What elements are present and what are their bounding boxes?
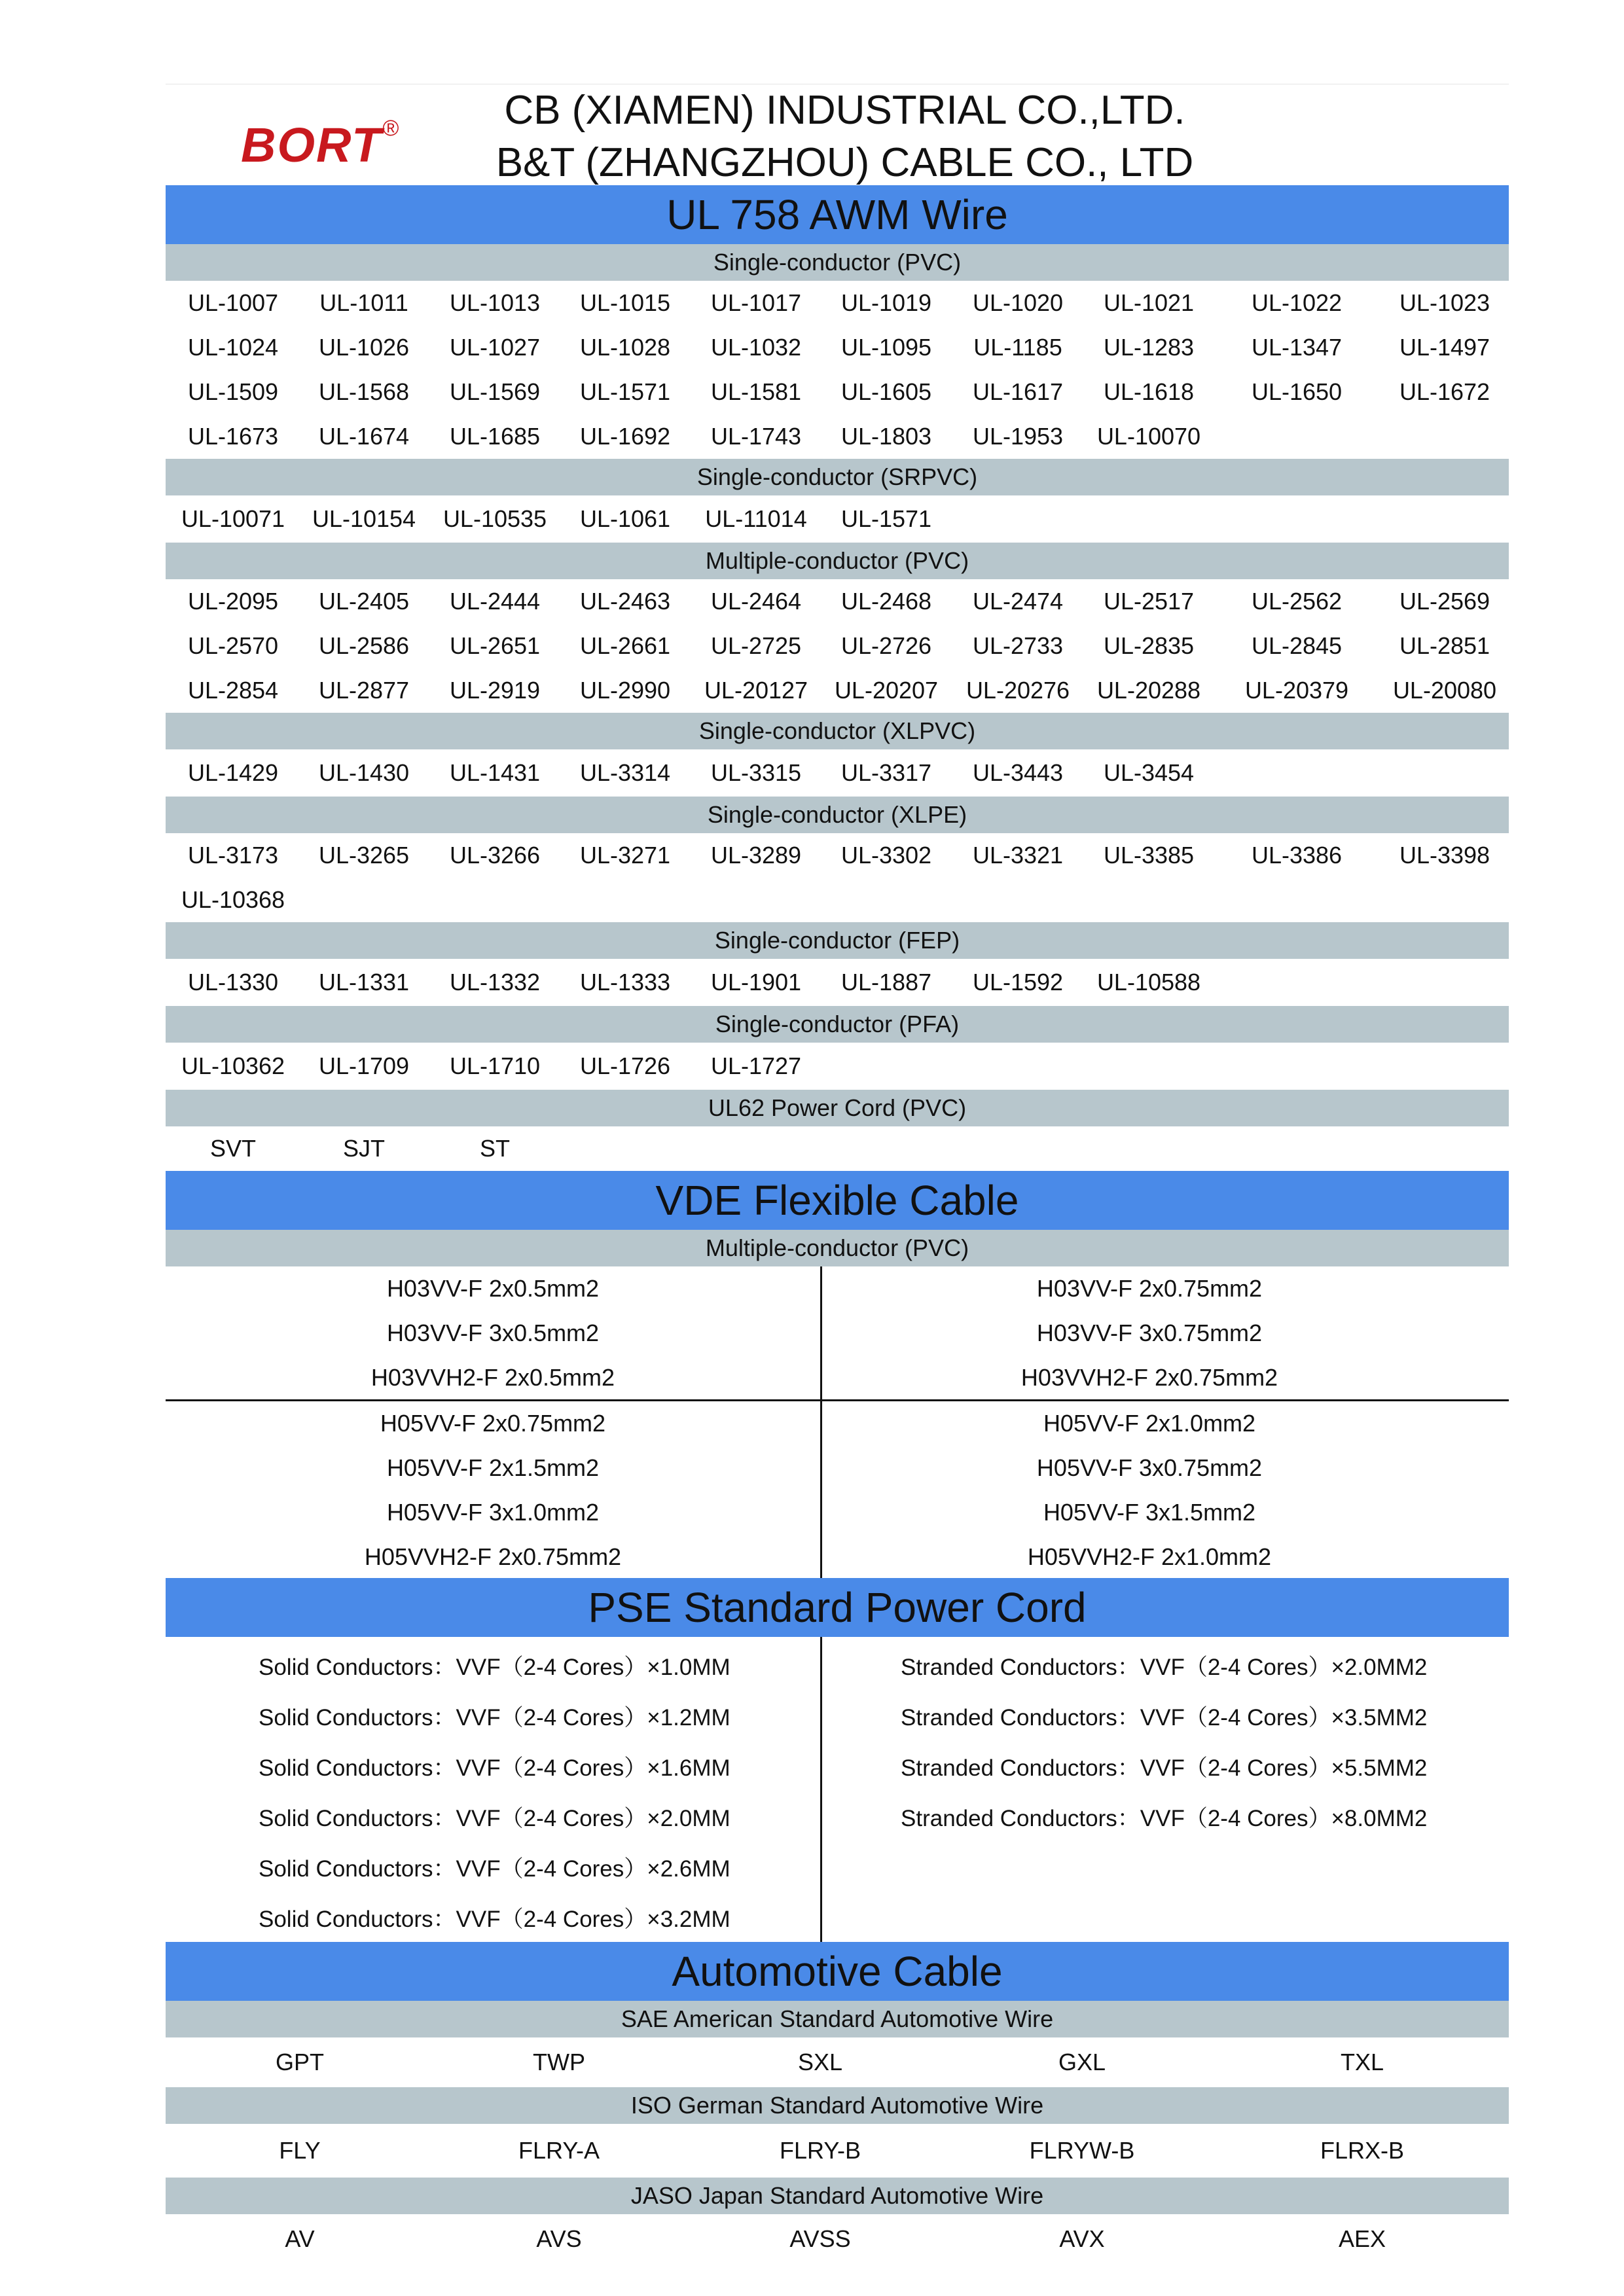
- wire-code: UL-1017: [710, 289, 802, 316]
- automotive-wire-type: FLRYW-B: [1029, 2137, 1135, 2164]
- cable-spec: H03VVH2-F 2x0.75mm2: [1020, 1364, 1278, 1391]
- automotive-wire-type: AEX: [1338, 2225, 1386, 2252]
- wire-code: UL-2569: [1399, 588, 1490, 615]
- company-name-line2: B&T (ZHANGZHOU) CABLE CO., LTD: [496, 140, 1194, 185]
- subheading-single-pvc: Single-conductor (PVC): [166, 244, 1509, 281]
- wire-code: UL-1685: [449, 423, 541, 450]
- wire-code: UL-2468: [840, 588, 932, 615]
- cable-spec: H05VV-F 3x0.75mm2: [1036, 1454, 1263, 1481]
- section-title-automotive: Automotive Cable: [166, 1942, 1509, 2001]
- wire-code: UL-1007: [187, 289, 279, 316]
- automotive-wire-type: GPT: [275, 2049, 325, 2075]
- cable-spec: H03VV-F 3x0.5mm2: [386, 1319, 600, 1346]
- wire-code: UL-2851: [1399, 632, 1490, 659]
- wire-code: UL-3271: [579, 842, 671, 869]
- wire-code: UL-2095: [187, 588, 279, 615]
- cable-spec: H05VVH2-F 2x0.75mm2: [364, 1543, 622, 1570]
- cable-spec: H03VV-F 2x0.5mm2: [386, 1275, 600, 1302]
- wire-code: UL-3454: [1103, 759, 1195, 786]
- wire-code: UL-2405: [318, 588, 410, 615]
- wire-code: UL-1592: [972, 969, 1064, 996]
- wire-code: UL-1726: [579, 1052, 671, 1079]
- subheading-ul62: UL62 Power Cord (PVC): [166, 1090, 1509, 1126]
- wire-code: UL-3321: [972, 842, 1064, 869]
- automotive-wire-type: FLRY-B: [779, 2137, 861, 2164]
- ul-single-xlpvc-grid: [166, 749, 1509, 797]
- wire-code: UL-2661: [579, 632, 671, 659]
- subheading-sae: SAE American Standard Automotive Wire: [166, 2001, 1509, 2037]
- subheading-jaso: JASO Japan Standard Automotive Wire: [166, 2178, 1509, 2214]
- wire-code: UL-1571: [840, 505, 932, 532]
- wire-code: UL-2444: [449, 588, 541, 615]
- wire-code: UL-20276: [965, 677, 1070, 704]
- table-row: [166, 579, 1509, 624]
- table-row: [166, 878, 1509, 922]
- automotive-wire-type: AVSS: [789, 2225, 851, 2252]
- ul-single-xlpe-grid: [166, 833, 1509, 922]
- wire-code: UL-2845: [1251, 632, 1343, 659]
- pse-table: [166, 1637, 1509, 1942]
- wire-code: UL-10071: [181, 505, 285, 532]
- wire-code: UL-1743: [710, 423, 802, 450]
- wire-code: UL-1023: [1399, 289, 1490, 316]
- iso-grid: [166, 2124, 1509, 2178]
- subheading-single-xlpe: Single-conductor (XLPE): [166, 797, 1509, 833]
- wire-code: UL-3315: [710, 759, 802, 786]
- wire-code: SVT: [209, 1135, 257, 1162]
- wire-code: UL-20379: [1244, 677, 1349, 704]
- wire-code: UL-3314: [579, 759, 671, 786]
- catalog-sheet: [166, 84, 1509, 2264]
- automotive-wire-type: FLRY-A: [518, 2137, 600, 2164]
- subheading-vde-multi-pvc: Multiple-conductor (PVC): [166, 1230, 1509, 1266]
- wire-code: UL-2651: [449, 632, 541, 659]
- wire-code: UL-1803: [840, 423, 932, 450]
- wire-code: UL-10535: [442, 505, 547, 532]
- wire-code: UL-2463: [579, 588, 671, 615]
- company-names: [493, 84, 1197, 189]
- table-row: [166, 668, 1509, 713]
- wire-code: UL-2586: [318, 632, 410, 659]
- wire-code: ST: [479, 1135, 511, 1162]
- wire-code: UL-1571: [579, 378, 671, 405]
- automotive-wire-type: AVS: [536, 2225, 582, 2252]
- wire-code: UL-1333: [579, 969, 671, 996]
- section-title-vde: VDE Flexible Cable: [166, 1171, 1509, 1230]
- wire-code: UL-2919: [449, 677, 541, 704]
- wire-code: UL-1709: [318, 1052, 410, 1079]
- wire-code: UL-10070: [1096, 423, 1201, 450]
- wire-code: UL-1331: [318, 969, 410, 996]
- wire-code: UL-1061: [579, 505, 671, 532]
- wire-code: UL-2464: [710, 588, 802, 615]
- wire-code: UL-1509: [187, 378, 279, 405]
- wire-code: UL-1710: [449, 1052, 541, 1079]
- wire-code: UL-1027: [449, 334, 541, 361]
- wire-code: UL-2725: [710, 632, 802, 659]
- wire-code: UL-1650: [1251, 378, 1343, 405]
- wire-code: UL-10362: [181, 1052, 285, 1079]
- subheading-iso: ISO German Standard Automotive Wire: [166, 2087, 1509, 2124]
- power-cord-spec: Stranded Conductors：VVF（2-4 Cores）×3.5MM2: [901, 1705, 1428, 1731]
- table-row: [166, 833, 1509, 878]
- automotive-wire-type: TWP: [533, 2049, 585, 2075]
- automotive-wire-type: GXL: [1058, 2049, 1106, 2075]
- cable-spec: H05VV-F 2x1.0mm2: [1043, 1410, 1256, 1437]
- page-header: [166, 84, 1509, 185]
- table-row: [166, 2037, 1509, 2087]
- wire-code: UL-11014: [705, 505, 807, 532]
- cable-spec: H05VV-F 3x1.0mm2: [386, 1499, 600, 1526]
- wire-code: UL-1013: [449, 289, 541, 316]
- table-row: [166, 325, 1509, 370]
- wire-code: UL-1019: [840, 289, 932, 316]
- power-cord-spec: Solid Conductors：VVF（2-4 Cores）×3.2MM: [259, 1907, 731, 1932]
- table-row: [166, 495, 1509, 543]
- power-cord-spec: Solid Conductors：VVF（2-4 Cores）×1.6MM: [259, 1755, 731, 1781]
- wire-code: UL-20080: [1392, 677, 1497, 704]
- subheading-single-pfa: Single-conductor (PFA): [166, 1006, 1509, 1043]
- cable-spec: H05VV-F 2x0.75mm2: [380, 1410, 606, 1437]
- wire-code: UL-1673: [187, 423, 279, 450]
- wire-code: UL-2517: [1103, 588, 1195, 615]
- jaso-grid: [166, 2214, 1509, 2264]
- wire-code: UL-1692: [579, 423, 671, 450]
- ul-single-fep-grid: [166, 959, 1509, 1006]
- wire-code: UL-2990: [579, 677, 671, 704]
- sae-grid: [166, 2037, 1509, 2087]
- wire-code: UL-3265: [318, 842, 410, 869]
- table-row: [166, 1043, 1509, 1090]
- wire-code: UL-1617: [972, 378, 1064, 405]
- automotive-wire-type: AV: [285, 2225, 315, 2252]
- wire-code: UL-1568: [318, 378, 410, 405]
- wire-code: UL-1024: [187, 334, 279, 361]
- subheading-multi-pvc: Multiple-conductor (PVC): [166, 543, 1509, 579]
- wire-code: UL-1028: [579, 334, 671, 361]
- wire-code: UL-1021: [1103, 289, 1195, 316]
- wire-code: UL-1185: [973, 334, 1062, 361]
- table-row: [166, 959, 1509, 1006]
- power-cord-spec: Stranded Conductors：VVF（2-4 Cores）×2.0MM2: [901, 1655, 1428, 1680]
- wire-code: UL-20288: [1096, 677, 1201, 704]
- wire-code: UL-1095: [840, 334, 932, 361]
- power-cord-spec: Stranded Conductors：VVF（2-4 Cores）×5.5MM2: [901, 1755, 1428, 1781]
- table-row: [166, 2214, 1509, 2264]
- wire-code: UL-1569: [449, 378, 541, 405]
- ul62-grid: [166, 1126, 1509, 1171]
- subheading-single-srpvc: Single-conductor (SRPVC): [166, 459, 1509, 495]
- wire-code: UL-1347: [1251, 334, 1343, 361]
- cable-spec: H03VV-F 3x0.75mm2: [1036, 1319, 1263, 1346]
- power-cord-spec: Solid Conductors：VVF（2-4 Cores）×2.6MM: [259, 1856, 731, 1882]
- wire-code: UL-2474: [972, 588, 1064, 615]
- table-row: [166, 1126, 1509, 1171]
- wire-code: UL-1332: [449, 969, 541, 996]
- wire-code: UL-2726: [840, 632, 932, 659]
- table-row: [166, 370, 1509, 414]
- ul-single-pvc-grid: [166, 281, 1509, 459]
- cable-spec: H05VV-F 3x1.5mm2: [1043, 1499, 1256, 1526]
- table-row: [166, 749, 1509, 797]
- section-title-pse: PSE Standard Power Cord: [166, 1578, 1509, 1637]
- wire-code: UL-3385: [1103, 842, 1195, 869]
- subheading-single-xlpvc: Single-conductor (XLPVC): [166, 713, 1509, 749]
- wire-code: UL-1887: [840, 969, 932, 996]
- section-title-ul: UL 758 AWM Wire: [166, 185, 1509, 244]
- wire-code: UL-1032: [710, 334, 802, 361]
- wire-code: UL-3289: [710, 842, 802, 869]
- wire-code: UL-10368: [181, 886, 285, 913]
- table-row: [166, 624, 1509, 668]
- wire-code: UL-1283: [1103, 334, 1195, 361]
- ul-single-srpvc-grid: [166, 495, 1509, 543]
- table-row: [166, 414, 1509, 459]
- wire-code: UL-10588: [1096, 969, 1201, 996]
- wire-code: UL-2562: [1251, 588, 1343, 615]
- automotive-wire-type: AVX: [1059, 2225, 1105, 2252]
- table-row: [166, 2124, 1509, 2178]
- wire-code: UL-1901: [710, 969, 802, 996]
- wire-code: UL-3443: [972, 759, 1064, 786]
- cable-spec: H05VVH2-F 2x1.0mm2: [1027, 1543, 1272, 1570]
- wire-code: UL-1674: [318, 423, 410, 450]
- automotive-wire-type: FLRX-B: [1320, 2137, 1405, 2164]
- wire-code: UL-3317: [840, 759, 932, 786]
- wire-code: UL-1497: [1399, 334, 1490, 361]
- wire-code: UL-1015: [579, 289, 671, 316]
- wire-code: UL-10154: [312, 505, 416, 532]
- wire-code: UL-20207: [834, 677, 939, 704]
- cable-spec: H03VV-F 2x0.75mm2: [1036, 1275, 1263, 1302]
- wire-code: UL-1020: [972, 289, 1064, 316]
- automotive-wire-type: FLY: [279, 2137, 321, 2164]
- wire-code: UL-3398: [1399, 842, 1490, 869]
- wire-code: SJT: [342, 1135, 386, 1162]
- wire-code: UL-1330: [187, 969, 279, 996]
- wire-code: UL-20127: [704, 677, 808, 704]
- table-row: [166, 281, 1509, 325]
- wire-code: UL-1026: [318, 334, 410, 361]
- wire-code: UL-1727: [710, 1052, 802, 1079]
- power-cord-spec: Solid Conductors：VVF（2-4 Cores）×1.2MM: [259, 1705, 731, 1731]
- company-logo: BORT®: [241, 116, 401, 172]
- ul-multi-pvc-grid: [166, 579, 1509, 713]
- wire-code: UL-1431: [449, 759, 541, 786]
- wire-code: UL-2570: [187, 632, 279, 659]
- wire-code: UL-1429: [187, 759, 279, 786]
- cable-spec: H03VVH2-F 2x0.5mm2: [370, 1364, 615, 1391]
- wire-code: UL-1430: [318, 759, 410, 786]
- vde-table: [166, 1266, 1509, 1578]
- automotive-wire-type: SXL: [797, 2049, 843, 2075]
- automotive-wire-type: TXL: [1340, 2049, 1384, 2075]
- wire-code: UL-1011: [319, 289, 408, 316]
- wire-code: UL-2835: [1103, 632, 1195, 659]
- wire-code: UL-2733: [972, 632, 1064, 659]
- cable-spec: H05VV-F 2x1.5mm2: [386, 1454, 600, 1481]
- wire-code: UL-1672: [1399, 378, 1490, 405]
- wire-code: UL-2854: [187, 677, 279, 704]
- wire-code: UL-1022: [1251, 289, 1343, 316]
- power-cord-spec: Solid Conductors：VVF（2-4 Cores）×2.0MM: [259, 1806, 731, 1831]
- wire-code: UL-1581: [710, 378, 802, 405]
- company-name-line1: CB (XIAMEN) INDUSTRIAL CO.,LTD.: [504, 88, 1185, 133]
- ul-single-pfa-grid: [166, 1043, 1509, 1090]
- wire-code: UL-3266: [449, 842, 541, 869]
- power-cord-spec: Stranded Conductors：VVF（2-4 Cores）×8.0MM2: [901, 1806, 1428, 1831]
- wire-code: UL-3386: [1251, 842, 1343, 869]
- subheading-single-fep: Single-conductor (FEP): [166, 922, 1509, 959]
- wire-code: UL-1618: [1103, 378, 1195, 405]
- wire-code: UL-1605: [840, 378, 932, 405]
- wire-code: UL-3173: [187, 842, 279, 869]
- wire-code: UL-3302: [840, 842, 932, 869]
- wire-code: UL-2877: [318, 677, 410, 704]
- wire-code: UL-1953: [972, 423, 1064, 450]
- power-cord-spec: Solid Conductors：VVF（2-4 Cores）×1.0MM: [259, 1655, 731, 1680]
